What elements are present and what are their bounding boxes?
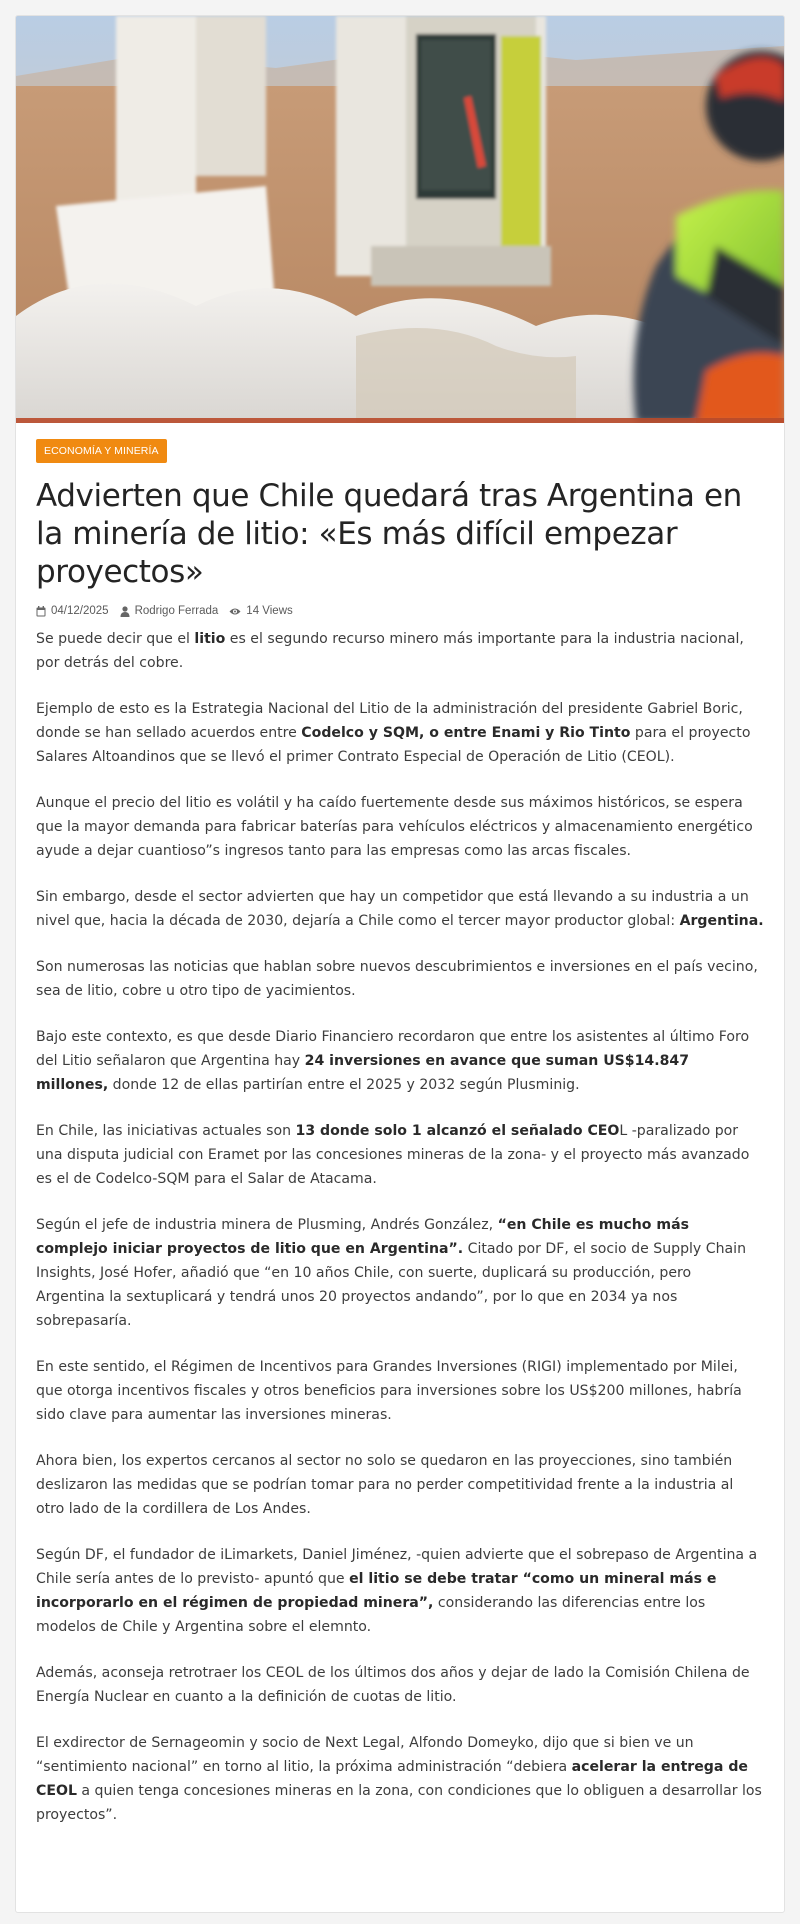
- featured-image-illustration: [16, 16, 784, 423]
- article-paragraph: [36, 1119, 764, 1191]
- bold-text: “en Chile es mucho más complejo iniciar proyectos de litio que en Argentina”.: [36, 1217, 689, 1257]
- paragraph-text: considerando las diferencias entre los modelos de Chile y Argentina sobre el elemnto.: [36, 1595, 706, 1635]
- article-paragraph: [36, 955, 764, 1003]
- paragraph-text: Sin embargo, desde el sector advierten que hay un competidor que está llevando a su industria a un nivel que, hacia la década de 2030, dejaría a Chile como el tercer mayor productor global:: [36, 889, 749, 929]
- paragraph-text: Bajo este contexto, es que desde Diario Financiero recordaron que entre los asistentes al último Foro del Litio señalaron que Argentina hay: [36, 1029, 750, 1069]
- article-paragraph: [36, 1025, 764, 1097]
- bold-text: 24 inversiones en avance que suman US$14.847 millones,: [36, 1053, 690, 1093]
- calendar-icon: [36, 606, 46, 617]
- paragraph-text: Se puede decir que el: [36, 631, 195, 647]
- article-paragraph: [36, 1543, 764, 1639]
- category-badge[interactable]: ECONOMÍA Y MINERÍA: [36, 439, 167, 463]
- bold-text: litio: [194, 631, 226, 647]
- meta-date-text: 04/12/2025: [51, 605, 109, 617]
- paragraph-text: Además, aconseja retrotraer los CEOL de los últimos dos años y dejar de lado la Comisión Chilena de Energía Nuclear en cuanto a la definición de cuotas de litio.: [36, 1665, 750, 1705]
- paragraph-text: donde 12 de ellas partirían entre el 2025 y 2032 según Plusminig.: [108, 1077, 580, 1093]
- featured-image: [16, 16, 784, 423]
- article-paragraph: [36, 1449, 764, 1521]
- paragraph-text: L -paralizado por una disputa judicial con Eramet por las concesiones mineras de la zona- y el proyecto más avanzado es el de Codelco-SQM para el Salar de Atacama.: [36, 1123, 750, 1187]
- article-paragraph: [36, 697, 764, 769]
- paragraph-text: El exdirector de Sernageomin y socio de Next Legal, Alfondo Domeyko, dijo que si bien ve un “sentimiento nacional” en torno al litio, la próxima administración “debiera: [36, 1735, 694, 1775]
- meta-date[interactable]: [36, 605, 109, 617]
- meta-views: [229, 605, 292, 617]
- article-title: Advierten que Chile quedará tras Argentina en la minería de litio: «Es más difícil empezar proyectos»: [36, 478, 742, 590]
- paragraph-text: Según el jefe de industria minera de Plusming, Andrés González,: [36, 1217, 498, 1233]
- paragraph-text: Son numerosas las noticias que hablan sobre nuevos descubrimientos e inversiones en el país vecino, sea de litio, cobre u otro tipo de yacimientos.: [36, 959, 758, 999]
- user-icon: [120, 606, 130, 617]
- paragraph-text: Citado por DF, el socio de Supply Chain Insights, José Hofer, añadió que “en 10 años Chile, con suerte, duplicará su producción, pero Argentina la sextuplicará y tendrá unos 20 proyectos andando”, por lo que en 2034 ya nos sobrepasaría.: [36, 1241, 747, 1329]
- paragraph-text: Aunque el precio del litio es volátil y ha caído fuertemente desde sus máximos históricos, se espera que la mayor demanda para fabricar baterías para vehículos eléctricos y almacenamiento energético ayude a dejar cuantioso”s ingresos tanto para las empresas como las arcas fiscales.: [36, 795, 753, 859]
- article-meta: [36, 605, 764, 617]
- article-paragraph: [36, 1213, 764, 1333]
- paragraph-text: En Chile, las iniciativas actuales son: [36, 1123, 296, 1139]
- bold-text: el litio se debe tratar “como un mineral más e incorporarlo en el régimen de propiedad minera”,: [36, 1571, 717, 1611]
- meta-views-text: 14 Views: [246, 605, 293, 617]
- article-card: [15, 15, 785, 1913]
- paragraph-text: es el segundo recurso minero más importante para la industria nacional, por detrás del cobre.: [36, 631, 744, 671]
- article-body: [36, 627, 764, 1827]
- article-paragraph: [36, 885, 764, 933]
- bold-text: 13 donde solo 1 alcanzó el señalado CEO: [295, 1123, 620, 1139]
- paragraph-text: Ahora bien, los expertos cercanos al sector no solo se quedaron en las proyecciones, sino también deslizaron las medidas que se podrían tomar para no perder competitividad frente a la industria al otro lado de la cordillera de Los Andes.: [36, 1453, 734, 1517]
- article-paragraph: [36, 1355, 764, 1427]
- bold-text: Argentina.: [679, 913, 764, 929]
- meta-author-text: Rodrigo Ferrada: [134, 605, 219, 617]
- meta-author[interactable]: [120, 605, 219, 617]
- bold-text: acelerar la entrega de CEOL: [36, 1759, 748, 1799]
- article-paragraph: [36, 791, 764, 863]
- article-paragraph: [36, 1731, 764, 1827]
- paragraph-text: para el proyecto Salares Altoandinos que se llevó el primer Contrato Especial de Operación de Litio (CEOL).: [36, 725, 751, 765]
- paragraph-text: a quien tenga concesiones mineras en la zona, con condiciones que lo obliguen a desarrollar los proyectos”.: [36, 1783, 762, 1823]
- bold-text: Codelco y SQM, o entre Enami y Rio Tinto: [301, 725, 631, 741]
- paragraph-text: Según DF, el fundador de iLimarkets, Daniel Jiménez, -quien advierte que el sobrepaso de Argentina a Chile sería antes de lo previsto- apuntó que: [36, 1547, 758, 1587]
- eye-icon: [229, 607, 241, 616]
- article-paragraph: [36, 1661, 764, 1709]
- article-paragraph: [36, 627, 764, 675]
- paragraph-text: Ejemplo de esto es la Estrategia Nacional del Litio de la administración del presidente Gabriel Boric, donde se han sellado acuerdos entre: [36, 701, 743, 741]
- paragraph-text: En este sentido, el Régimen de Incentivos para Grandes Inversiones (RIGI) implementado por Milei, que otorga incentivos fiscales y otros beneficios para inversiones sobre los US$200 millones, habría sido clave para aumentar las inversiones mineras.: [36, 1359, 742, 1423]
